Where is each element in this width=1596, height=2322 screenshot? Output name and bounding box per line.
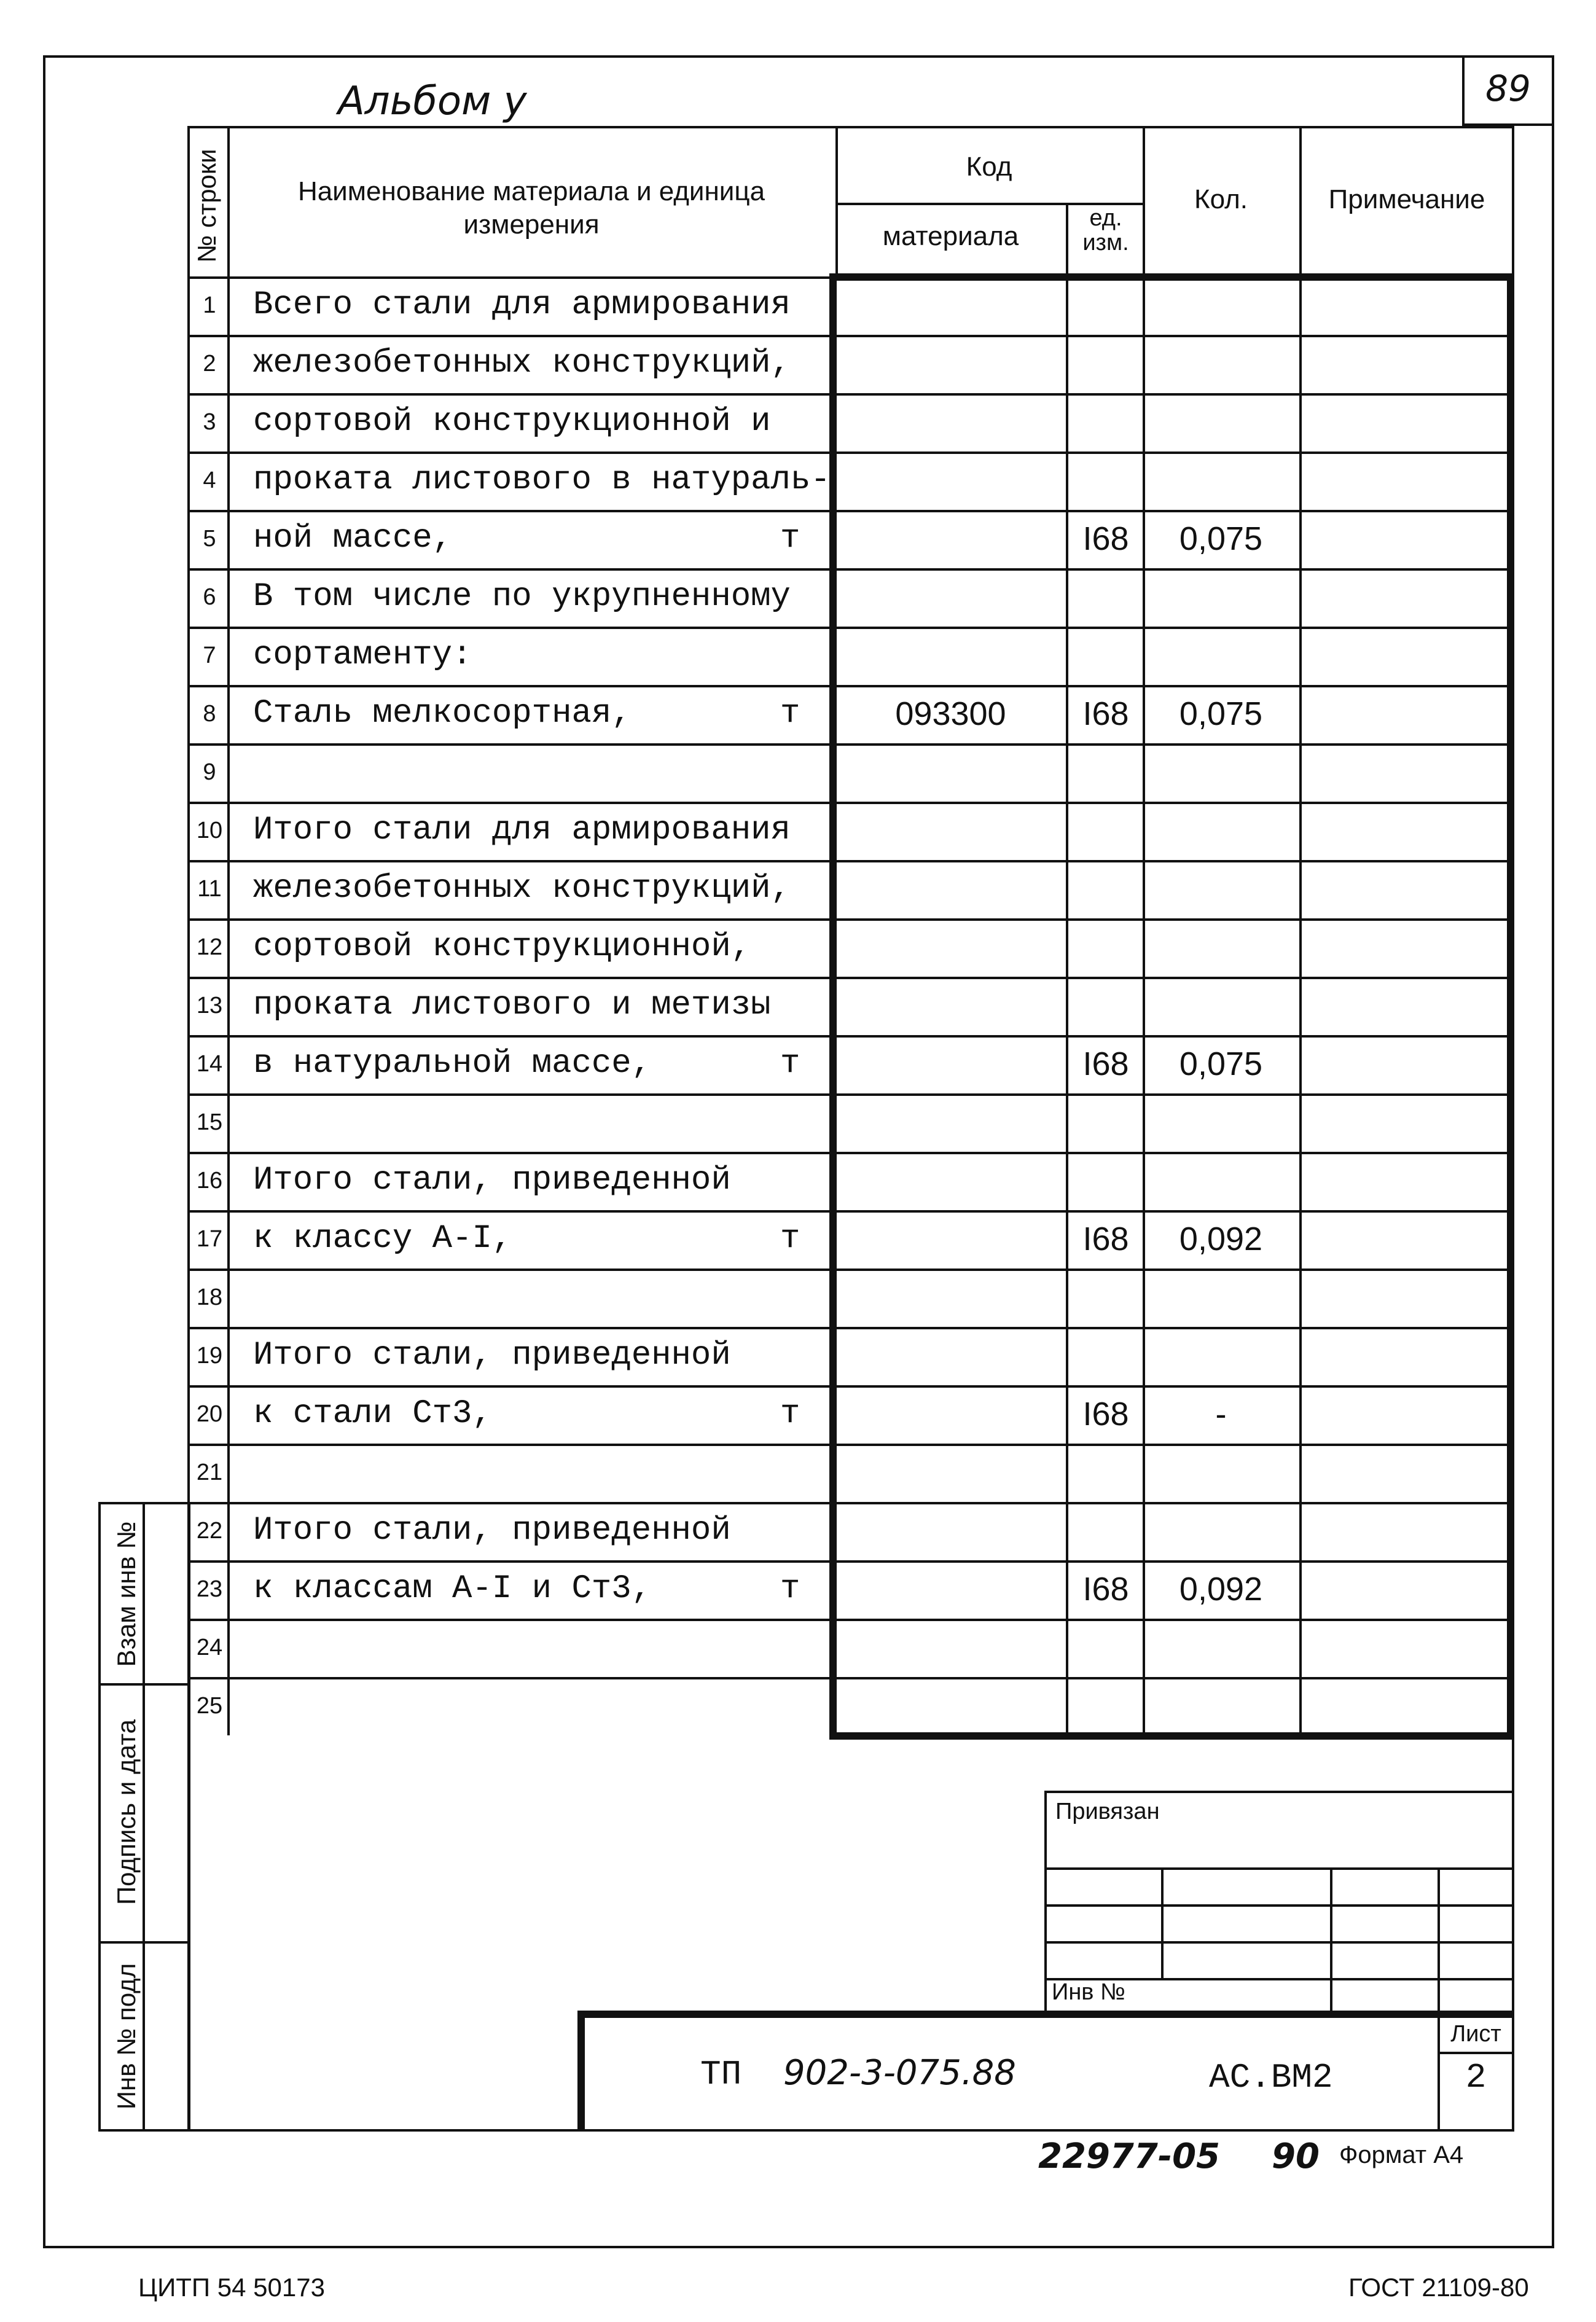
stamp-list-value: 2 xyxy=(1465,2058,1487,2097)
row-description: Сталь мелкосортная, xyxy=(253,694,632,732)
stamp-list-label: Лист xyxy=(1450,2021,1501,2047)
header-material: материала xyxy=(882,221,1019,251)
stamp-doc-code: АС.ВМ2 xyxy=(1209,2058,1333,2097)
row-separator xyxy=(187,1385,1514,1388)
row-quantity: 0,092 xyxy=(1179,1570,1263,1608)
row-unit-code: I68 xyxy=(1082,1570,1129,1608)
row-description: сортовой конструкционной, xyxy=(253,928,751,966)
row-number: 1 xyxy=(203,292,216,318)
row-unit-code: I68 xyxy=(1082,695,1129,732)
row-separator xyxy=(187,510,1514,512)
row-separator xyxy=(187,918,1514,921)
row-quantity: 0,075 xyxy=(1179,1045,1263,1082)
row-unit-mark: т xyxy=(780,1394,800,1433)
row-number: 25 xyxy=(196,1692,223,1719)
row-description: сортовой конструкционной и xyxy=(253,402,771,440)
row-unit-mark: т xyxy=(780,1219,800,1257)
row-number: 14 xyxy=(196,1050,223,1077)
footer-handwritten-number: 22977-05 xyxy=(1038,2136,1220,2176)
row-separator xyxy=(187,860,1514,862)
row-unit-code: I68 xyxy=(1082,520,1129,557)
row-description: к стали Ст3, xyxy=(253,1394,492,1433)
row-description: железобетонных конструкций, xyxy=(253,344,791,382)
row-description: ной массе, xyxy=(253,519,453,557)
row-number: 19 xyxy=(196,1342,223,1369)
row-separator xyxy=(187,685,1514,687)
row-separator xyxy=(187,1268,1514,1271)
row-number: 10 xyxy=(196,817,223,843)
row-number: 23 xyxy=(196,1576,223,1602)
row-description: Итого стали, приведенной xyxy=(253,1336,731,1374)
row-separator xyxy=(187,1035,1514,1038)
side-inv-podl: Инв № подл xyxy=(112,1963,141,2110)
footer-handwritten-90: 90 xyxy=(1272,2136,1320,2176)
album-label: Альбом у xyxy=(338,79,527,124)
row-unit-mark: т xyxy=(780,1044,800,1082)
row-number: 7 xyxy=(203,642,216,668)
row-number: 2 xyxy=(203,350,216,377)
stamp-privyazan: Привязан xyxy=(1055,1799,1160,1824)
footer-right: ГОСТ 21109-80 xyxy=(1348,2273,1529,2302)
footer-left: ЦИТП 54 50173 xyxy=(138,2273,325,2302)
row-material-code: 093300 xyxy=(895,695,1006,732)
row-separator xyxy=(187,1210,1514,1213)
row-number: 17 xyxy=(196,1226,223,1252)
row-number: 8 xyxy=(203,700,216,727)
row-number: 18 xyxy=(196,1284,223,1310)
row-number: 15 xyxy=(196,1109,223,1135)
row-separator xyxy=(187,1677,1514,1679)
row-number: 11 xyxy=(197,875,222,902)
row-separator xyxy=(187,1444,1514,1446)
row-description: сортаменту: xyxy=(253,636,472,674)
row-unit-code: I68 xyxy=(1082,1045,1129,1082)
row-separator xyxy=(187,1152,1514,1154)
row-number: 21 xyxy=(196,1459,223,1485)
row-quantity: 0,075 xyxy=(1179,520,1263,557)
row-number: 5 xyxy=(203,525,216,552)
page-number: 89 xyxy=(1485,68,1531,109)
row-separator xyxy=(187,393,1514,396)
row-separator xyxy=(187,568,1514,571)
row-unit-mark: т xyxy=(780,694,800,732)
row-separator xyxy=(187,743,1514,746)
row-number: 24 xyxy=(196,1634,223,1660)
row-number: 9 xyxy=(203,759,216,785)
row-separator xyxy=(187,452,1514,454)
side-vzam: Взам инв № xyxy=(112,1521,141,1667)
header-code: Код xyxy=(966,152,1012,182)
row-number: 16 xyxy=(196,1167,223,1194)
row-description: Итого стали для армирования xyxy=(253,811,791,849)
row-separator xyxy=(187,1560,1514,1563)
header-note: Примечание xyxy=(1328,184,1485,214)
row-description: Всего стали для армирования xyxy=(253,286,791,324)
row-description: Итого стали, приведенной xyxy=(253,1511,731,1549)
row-number: 6 xyxy=(203,584,216,610)
row-description: к классу А-I, xyxy=(253,1219,512,1257)
header-unit: ед. изм. xyxy=(1082,205,1129,256)
row-number: 12 xyxy=(196,934,223,960)
footer-format: Формат А4 xyxy=(1339,2141,1464,2168)
row-number: 20 xyxy=(196,1401,223,1427)
row-separator xyxy=(187,1619,1514,1621)
row-separator xyxy=(187,627,1514,629)
row-quantity: 0,075 xyxy=(1179,695,1263,732)
row-description: В том числе по укрупненному xyxy=(253,577,791,616)
row-number: 22 xyxy=(196,1517,223,1544)
row-number: 13 xyxy=(196,992,223,1018)
row-unit-code: I68 xyxy=(1082,1220,1129,1257)
row-separator xyxy=(187,1093,1514,1096)
header-row-no: № строки xyxy=(192,149,221,263)
row-description: в натуральной массе, xyxy=(253,1044,652,1082)
row-description: Итого стали, приведенной xyxy=(253,1161,731,1199)
header-qty: Кол. xyxy=(1194,184,1248,214)
row-description: к классам А-I и Ст3, xyxy=(253,1570,652,1608)
row-quantity: - xyxy=(1215,1395,1227,1433)
row-separator xyxy=(187,802,1514,804)
row-separator xyxy=(187,1502,1514,1504)
side-podpis: Подпись и дата xyxy=(112,1719,141,1906)
row-quantity: 0,092 xyxy=(1179,1220,1263,1257)
row-unit-mark: т xyxy=(780,1570,800,1608)
row-number: 4 xyxy=(203,467,216,493)
row-unit-mark: т xyxy=(780,519,800,557)
row-description: железобетонных конструкций, xyxy=(253,869,791,907)
row-number: 3 xyxy=(203,408,216,435)
stamp-inv-no: Инв № xyxy=(1052,1979,1125,2005)
row-unit-code: I68 xyxy=(1082,1395,1129,1433)
stamp-tp-number: 902-3-075.88 xyxy=(783,2053,1016,2093)
row-separator xyxy=(187,1327,1514,1329)
row-description: проката листового в натураль- xyxy=(253,461,831,499)
row-separator xyxy=(187,977,1514,979)
header-name: Наименование материала и единица измерения xyxy=(297,176,765,240)
row-description: проката листового и метизы xyxy=(253,986,771,1024)
stamp-tp-label: ТП xyxy=(700,2055,742,2094)
row-separator xyxy=(187,335,1514,337)
